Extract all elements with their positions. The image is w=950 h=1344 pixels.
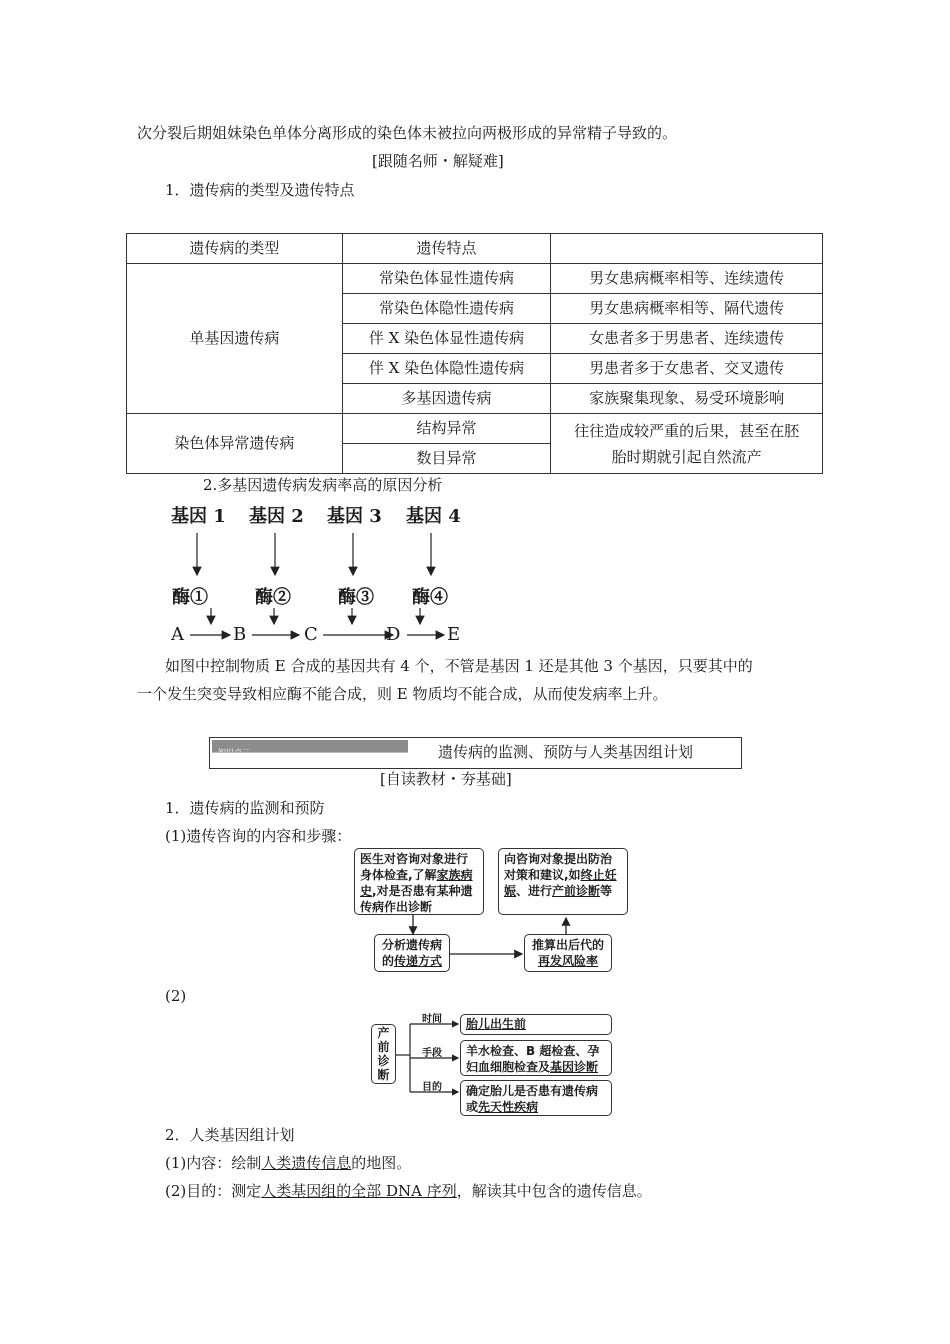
group-chromosome-abnormal: 染色体异常遗传病	[127, 414, 343, 474]
section-header-self-study: [自读教材・夯基础]	[380, 770, 512, 788]
branch-box-goal: 确定胎儿是否患有遗传病或先天性疾病	[460, 1080, 612, 1116]
substance-label: C	[304, 624, 318, 645]
branch-label-time: 时间	[422, 1014, 442, 1025]
intro-line: 次分裂后期姐妹染色单体分离形成的染色体未被拉向两极形成的异常精子导致的。	[137, 124, 678, 142]
table-cell-feature: 女患者多于男患者、连续遗传	[551, 324, 823, 354]
section-header-follow-teacher: [跟随名师・解疑难]	[372, 152, 504, 170]
counseling-flowchart	[354, 848, 634, 976]
prenatal-root-box: 产 前 诊 断	[371, 1024, 396, 1084]
table-cell-feature-merged	[551, 414, 823, 474]
paragraph-line: 如图中控制物质 E 合成的基因共有 4 个，不管是基因 1 还是其他 3 个基因，只要其中的	[165, 657, 753, 675]
knowledge-title: 遗传病的监测、预防与人类基因组计划	[438, 743, 694, 761]
item2-title: 2.多基因遗传病发病率高的原因分析	[203, 476, 443, 494]
diagram-arrows	[166, 500, 486, 650]
table-header-cell: 遗传病的类型	[127, 234, 343, 264]
enzyme-label: 酶④	[412, 587, 448, 608]
table-cell-type: 常染色体显性遗传病	[342, 264, 551, 294]
table-cell-feature: 家族聚集现象、易受环境影响	[551, 384, 823, 414]
table-cell-type: 结构异常	[342, 414, 551, 444]
substance-label: A	[171, 624, 184, 645]
enzyme-label: 酶②	[255, 587, 291, 608]
feature-line: 往往造成较严重的后果，甚至在胚	[574, 421, 800, 440]
paragraph-line: 一个发生突变导致相应酶不能合成，则 E 物质均不能合成，从而使发病率上升。	[137, 685, 668, 703]
s2-item2-goal: (2)目的：测定人类基因组的全部 DNA 序列，解读其中包含的遗传信息。	[165, 1182, 652, 1200]
flow-box-advice: 向咨询对象提出防治对策和建议,如终止妊娠、进行产前诊断等	[498, 848, 628, 915]
branch-box-means: 羊水检查、B 超检查、孕妇血细胞检查及基因诊断	[460, 1040, 612, 1076]
prenatal-diagnosis-diagram	[368, 1010, 618, 1118]
table-cell-type: 数目异常	[342, 444, 551, 474]
table-cell-type: 伴 X 染色体显性遗传病	[342, 324, 551, 354]
flow-box-risk: 推算出后代的再发风险率	[524, 934, 612, 972]
table-cell-feature: 男女患病概率相等、连续遗传	[551, 264, 823, 294]
s2-item1-sub2: (2)	[165, 987, 187, 1005]
gene-label: 基因 1	[171, 506, 226, 527]
enzyme-label: 酶①	[172, 587, 208, 608]
branch-label-goal: 目的	[422, 1082, 442, 1093]
s2-item1-sub1: (1)遗传咨询的内容和步骤：	[165, 827, 352, 845]
knowledge-point-header	[209, 737, 742, 769]
knowledge-tag	[212, 740, 408, 752]
table-row	[127, 264, 823, 294]
table-row	[127, 414, 823, 444]
gene-label: 基因 2	[249, 506, 304, 527]
table-header-cell	[551, 234, 823, 264]
enzyme-label: 酶③	[338, 587, 374, 608]
genetic-disease-table	[126, 233, 823, 474]
flow-box-physical-exam: 医生对咨询对象进行身体检查,了解家族病史,对是否患有某种遗传病作出诊断	[354, 848, 484, 915]
table-header-cell: 遗传特点	[342, 234, 551, 264]
table-cell-feature: 男患者多于女患者、交叉遗传	[551, 354, 823, 384]
item1-title: 1．遗传病的类型及遗传特点	[165, 181, 355, 199]
feature-line: 胎时期就引起自然流产	[611, 447, 762, 466]
gene-enzyme-diagram	[166, 500, 486, 650]
group-single-gene: 单基因遗传病	[127, 264, 343, 414]
table-cell-type: 多基因遗传病	[342, 384, 551, 414]
flow-box-transmission: 分析遗传病的传递方式	[374, 934, 450, 972]
table-cell-type: 伴 X 染色体隐性遗传病	[342, 354, 551, 384]
gene-label: 基因 3	[327, 506, 382, 527]
substance-label: E	[447, 624, 461, 645]
table-cell-feature: 男女患病概率相等、隔代遗传	[551, 294, 823, 324]
table-header-row	[127, 234, 823, 264]
substance-label: B	[233, 624, 247, 645]
gene-label: 基因 4	[406, 506, 461, 527]
s2-item1-title: 1．遗传病的监测和预防	[165, 799, 325, 817]
substance-label: D	[386, 624, 401, 645]
branch-box-time: 胎儿出生前	[460, 1014, 612, 1035]
table-cell-type: 常染色体隐性遗传病	[342, 294, 551, 324]
s2-item2-content: (1)内容：绘制人类遗传信息的地图。	[165, 1154, 412, 1172]
branch-label-means: 手段	[422, 1048, 442, 1059]
s2-item2-title: 2．人类基因组计划	[165, 1126, 295, 1144]
